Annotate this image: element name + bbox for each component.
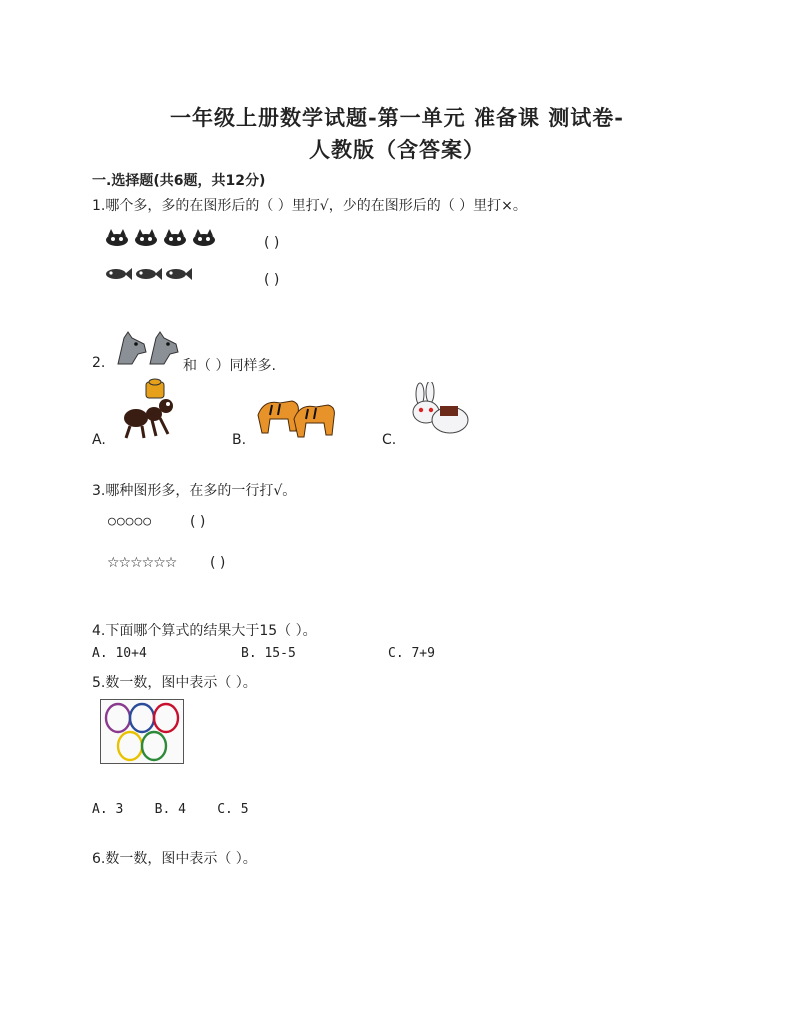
cat-icon bbox=[164, 229, 186, 246]
question-2-number: 2. bbox=[92, 355, 106, 371]
cat-icon bbox=[193, 229, 215, 246]
question-2-option-b: B. bbox=[232, 432, 247, 448]
page-title-line2: 人教版（含答案） bbox=[309, 137, 485, 162]
olympic-rings-frame bbox=[100, 699, 184, 764]
cat-icon bbox=[106, 229, 128, 246]
question-4-option-b: B. 15-5 bbox=[241, 646, 296, 661]
question-1-text: 1.哪个多，多的在图形后的（ ）里打√，少的在图形后的（ ）里打×。 bbox=[92, 198, 527, 214]
cat-icon bbox=[135, 229, 157, 246]
question-4-text: 4.下面哪个算式的结果大于15（ ）。 bbox=[92, 623, 317, 639]
question-1-paren-a: ( ) bbox=[264, 235, 280, 251]
rabbit-icon bbox=[406, 382, 474, 440]
question-3-paren-b: ( ) bbox=[210, 555, 226, 571]
ants-icon bbox=[118, 378, 182, 442]
circles-row: ○○○○○ bbox=[108, 514, 153, 529]
question-4-option-c: C. 7+9 bbox=[388, 646, 435, 661]
question-2-option-c: C. bbox=[382, 432, 397, 448]
question-1-paren-b: ( ) bbox=[264, 272, 280, 288]
cat-icons-row bbox=[104, 228, 222, 250]
stars-row: ☆☆☆☆☆☆ bbox=[107, 555, 177, 571]
horse-heads-icon bbox=[114, 330, 182, 368]
olympic-rings-icon bbox=[101, 700, 183, 763]
page-title-line1: 一年级上册数学试题-第一单元 准备课 测试卷- bbox=[169, 105, 625, 130]
question-2-text: 和（ ）同样多. bbox=[183, 358, 276, 374]
question-6-text: 6.数一数，图中表示（ ）。 bbox=[92, 851, 257, 867]
question-5-options: A. 3 B. 4 C. 5 bbox=[92, 802, 249, 817]
fish-icons-row bbox=[104, 265, 196, 283]
question-3-paren-a: ( ) bbox=[190, 514, 206, 530]
question-3-text: 3.哪种图形多，在多的一行打√。 bbox=[92, 483, 297, 499]
section-heading: 一.选择题(共6题，共12分) bbox=[92, 173, 266, 189]
question-2-option-a: A. bbox=[92, 432, 106, 448]
question-4-option-a: A. 10+4 bbox=[92, 646, 147, 661]
tigers-icon bbox=[254, 385, 342, 441]
question-5-text: 5.数一数，图中表示（ ）。 bbox=[92, 675, 257, 691]
